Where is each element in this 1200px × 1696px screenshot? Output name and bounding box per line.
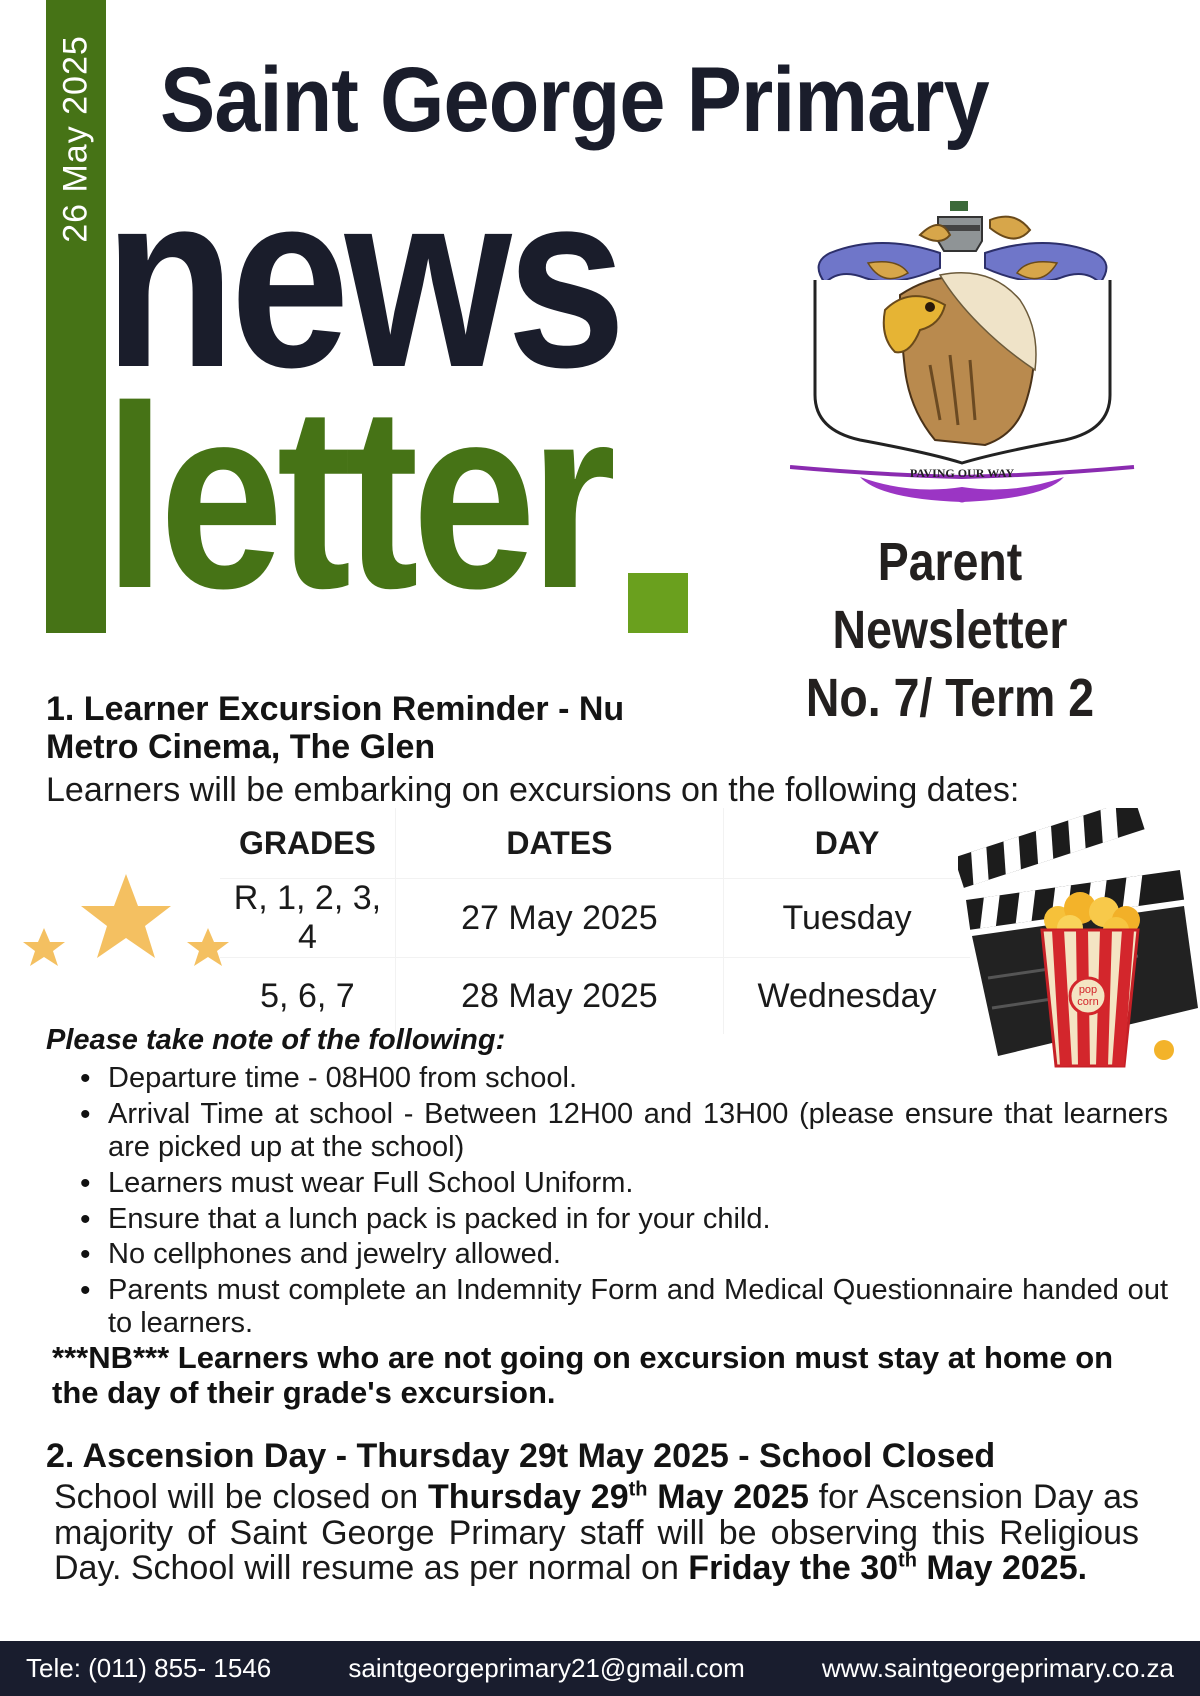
section-1-heading-line-2: Metro Cinema, The Glen	[46, 728, 436, 767]
popcorn-label-pop: pop	[1078, 984, 1098, 996]
list-item: • Ensure that a lunch pack is packed in for your child.	[108, 1203, 1168, 1237]
body-text: for Ascension Day as majority of Saint George Primary staff will be observing this Religious Day. School will resume as per normal on	[54, 1478, 1140, 1588]
cell-date: 28 May 2025	[395, 958, 723, 1035]
title-news: news	[104, 140, 622, 419]
title-period-square	[628, 573, 688, 633]
popcorn-label-corn: corn	[1077, 996, 1099, 1008]
nb-note: ***NB*** Learners who are not going on excursion must stay at home on the day of their grade's excursion.	[52, 1340, 1114, 1411]
list-item: • Departure time - 08H00 from school.	[108, 1062, 1168, 1096]
newsletter-issue	[769, 528, 1130, 732]
col-header-dates: DATES	[395, 808, 723, 879]
table-header-row	[220, 808, 970, 879]
issue-date	[46, 0, 106, 290]
issue-line-2: No. 7/ Term 2	[805, 668, 1095, 729]
col-header-grades: GRADES	[220, 808, 395, 879]
contact-footer	[0, 1641, 1200, 1696]
footer-telephone[interactable]: Tele: (011) 855- 1546	[26, 1653, 272, 1683]
excursion-rules-list	[78, 1062, 1168, 1343]
list-item: • Learners must wear Full School Uniform.	[108, 1167, 1168, 1201]
excursion-table	[220, 808, 970, 1034]
section-1-intro: Learners will be embarking on excursions on the following dates:	[46, 771, 1020, 809]
list-item: • No cellphones and jewelry allowed.	[108, 1238, 1168, 1272]
issue-date-text: 26 May 2025	[56, 35, 95, 243]
table-row	[220, 879, 970, 958]
cell-day: Tuesday	[724, 879, 970, 958]
table-row	[220, 958, 970, 1035]
body-bold-date: Thursday 29th May 2025	[427, 1478, 809, 1516]
school-crest-logo	[790, 195, 1135, 525]
movie-clapper-popcorn-illustration	[958, 808, 1198, 1070]
cell-date: 27 May 2025	[395, 879, 723, 958]
body-bold-resume-date: Friday the 30th May 2025.	[688, 1549, 1088, 1588]
crest-motto: PAVING OUR WAY	[909, 466, 1015, 480]
note-heading: Please take note of the following:	[46, 1024, 506, 1056]
issue-line-1: Parent Newsletter	[832, 532, 1068, 661]
cell-grades: R, 1, 2, 3, 4	[220, 879, 395, 958]
section-1-heading	[46, 690, 746, 766]
school-name: Saint George Primary	[160, 49, 989, 151]
star-icon	[81, 874, 171, 958]
cell-grades: 5, 6, 7	[220, 958, 395, 1035]
crest-helmet-icon	[920, 201, 1030, 251]
cell-day: Wednesday	[724, 958, 970, 1035]
footer-email[interactable]: saintgeorgeprimary21@gmail.com	[348, 1653, 745, 1683]
footer-website[interactable]: www.saintgeorgeprimary.co.za	[821, 1653, 1174, 1683]
list-item: • Arrival Time at school - Between 12H00 and 13H00 (please ensure that learners are picked up at the school)	[108, 1098, 1168, 1165]
star-icon	[23, 928, 65, 966]
col-header-day: DAY	[814, 824, 880, 861]
body-text: School will be closed on	[54, 1478, 428, 1516]
title-letter: letter	[104, 353, 610, 643]
section-2-body	[54, 1480, 1139, 1587]
section-2-heading: 2. Ascension Day - Thursday 29t May 2025 - School Closed	[46, 1437, 996, 1475]
list-item: • Parents must complete an Indemnity Form and Medical Questionnaire handed out to learners.	[108, 1274, 1168, 1341]
section-1-heading-line-1: 1. Learner Excursion Reminder - Nu	[46, 690, 625, 728]
stars-decoration	[18, 870, 238, 980]
